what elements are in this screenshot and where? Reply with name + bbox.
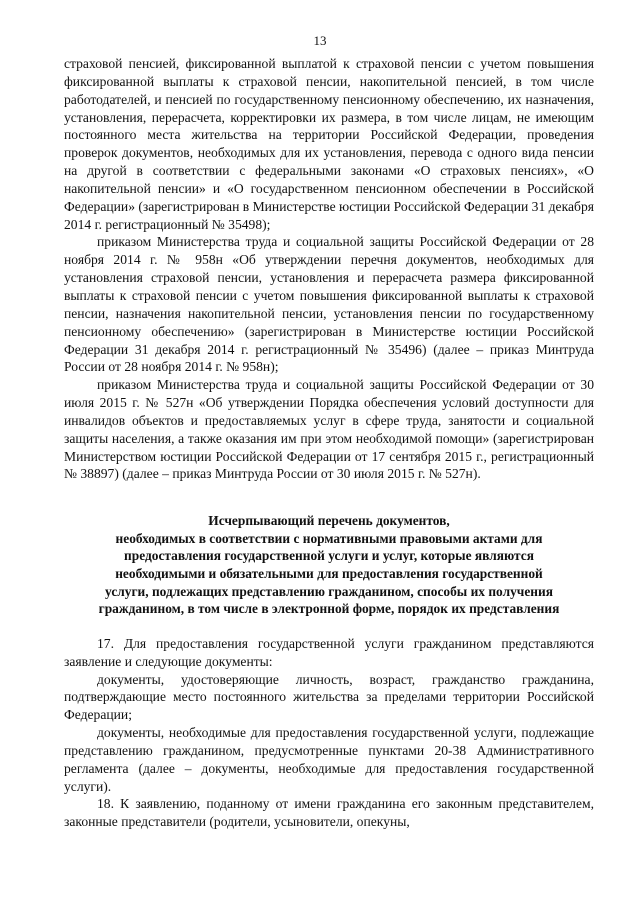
document-body <box>64 55 594 831</box>
heading-line: необходимых в соответствии с нормативными правовыми актами для <box>115 530 543 546</box>
paragraph-item-17: 17. Для предоставления государственной услуги гражданином представляются заявление и следующие документы: <box>64 635 594 669</box>
paragraph-order-958n: приказом Министерства труда и социальной защиты Российской Федерации от 28 ноября 2014 г. № 958н «Об утверждении перечня документов, необходимых для установления страховой пенсии, установления и перерасчета размера фиксированной выплаты к страховой пенсии с учетом повышения фиксированной выплаты к страховой пенсии, назначения накопительной пенсии, установления пенсии по государственному пенсионному обеспечению» (зарегистрирован в Министерстве юстиции Российской Федерации 31 декабря 2014 г. регистрационный № 35496) (далее – приказ Минтруда России от 28 ноября 2014 г. № 958н); <box>64 234 594 375</box>
page-number: 13 <box>313 33 327 48</box>
heading-line: необходимыми и обязательными для предоставления государственной <box>115 566 543 582</box>
heading-line: предоставления государственной услуги и услуг, которые являются <box>124 548 534 564</box>
paragraph-order-527n: приказом Министерства труда и социальной защиты Российской Федерации от 30 июля 2015 г. № 527н «Об утверждении Порядка обеспечения условий доступности для инвалидов объектов и предоставляемых услуг в сфере труда, занятости и социальной защиты населения, а также оказания им при этом необходимой помощи» (зарегистрирован Министерством юстиции Российской Федерации от 17 сентября 2015 г., регистрационный № 38897) (далее – приказ Минтруда России от 30 июля 2015 г. № 527н). <box>64 377 594 482</box>
paragraph-item-18: 18. К заявлению, поданному от имени гражданина его законным представителем, законные представители (родители, усыновители, опекуны, <box>64 796 594 830</box>
paragraph-identity-documents: документы, удостоверяющие личность, возраст, гражданство гражданина, подтверждающие место постоянного жительства за пределами территории Российской Федерации; <box>64 671 594 723</box>
heading-line: услуги, подлежащих представлению гражданином, способы их получения <box>105 583 553 599</box>
section-heading <box>64 512 594 618</box>
heading-line: Исчерпывающий перечень документов, <box>208 513 450 529</box>
paragraph-pension-continuation: страховой пенсией, фиксированной выплатой к страховой пенсии с учетом повышения фиксированной выплаты к страховой пенсии, накопительной пенсией, в том числе работодателей, и пенсией по государственному пенсионному обеспечению, их назначения, установления, перерасчета, корректировки их размера, в том числе лицам, не имеющим постоянного места жительства на территории Российской Федерации, проведения проверок документов, необходимых для их установления, перевода с одного вида пенсии на другой в соответствии с федеральными законами «О страховых пенсиях», «О накопительной пенсии» и «О государственном пенсионном обеспечении в Российской Федерации» (зарегистрирован в Министерстве юстиции Российской Федерации 31 декабря 2014 г. регистрационный № 35498); <box>64 56 594 232</box>
heading-line: гражданином, в том числе в электронной форме, порядок их представления <box>98 601 560 617</box>
paragraph-required-documents: документы, необходимые для предоставления государственной услуги, подлежащие представлению гражданином, предусмотренные пунктами 20-38 Административного регламента (далее – документы, необходимые для предоставления государственной услуги). <box>64 725 594 794</box>
